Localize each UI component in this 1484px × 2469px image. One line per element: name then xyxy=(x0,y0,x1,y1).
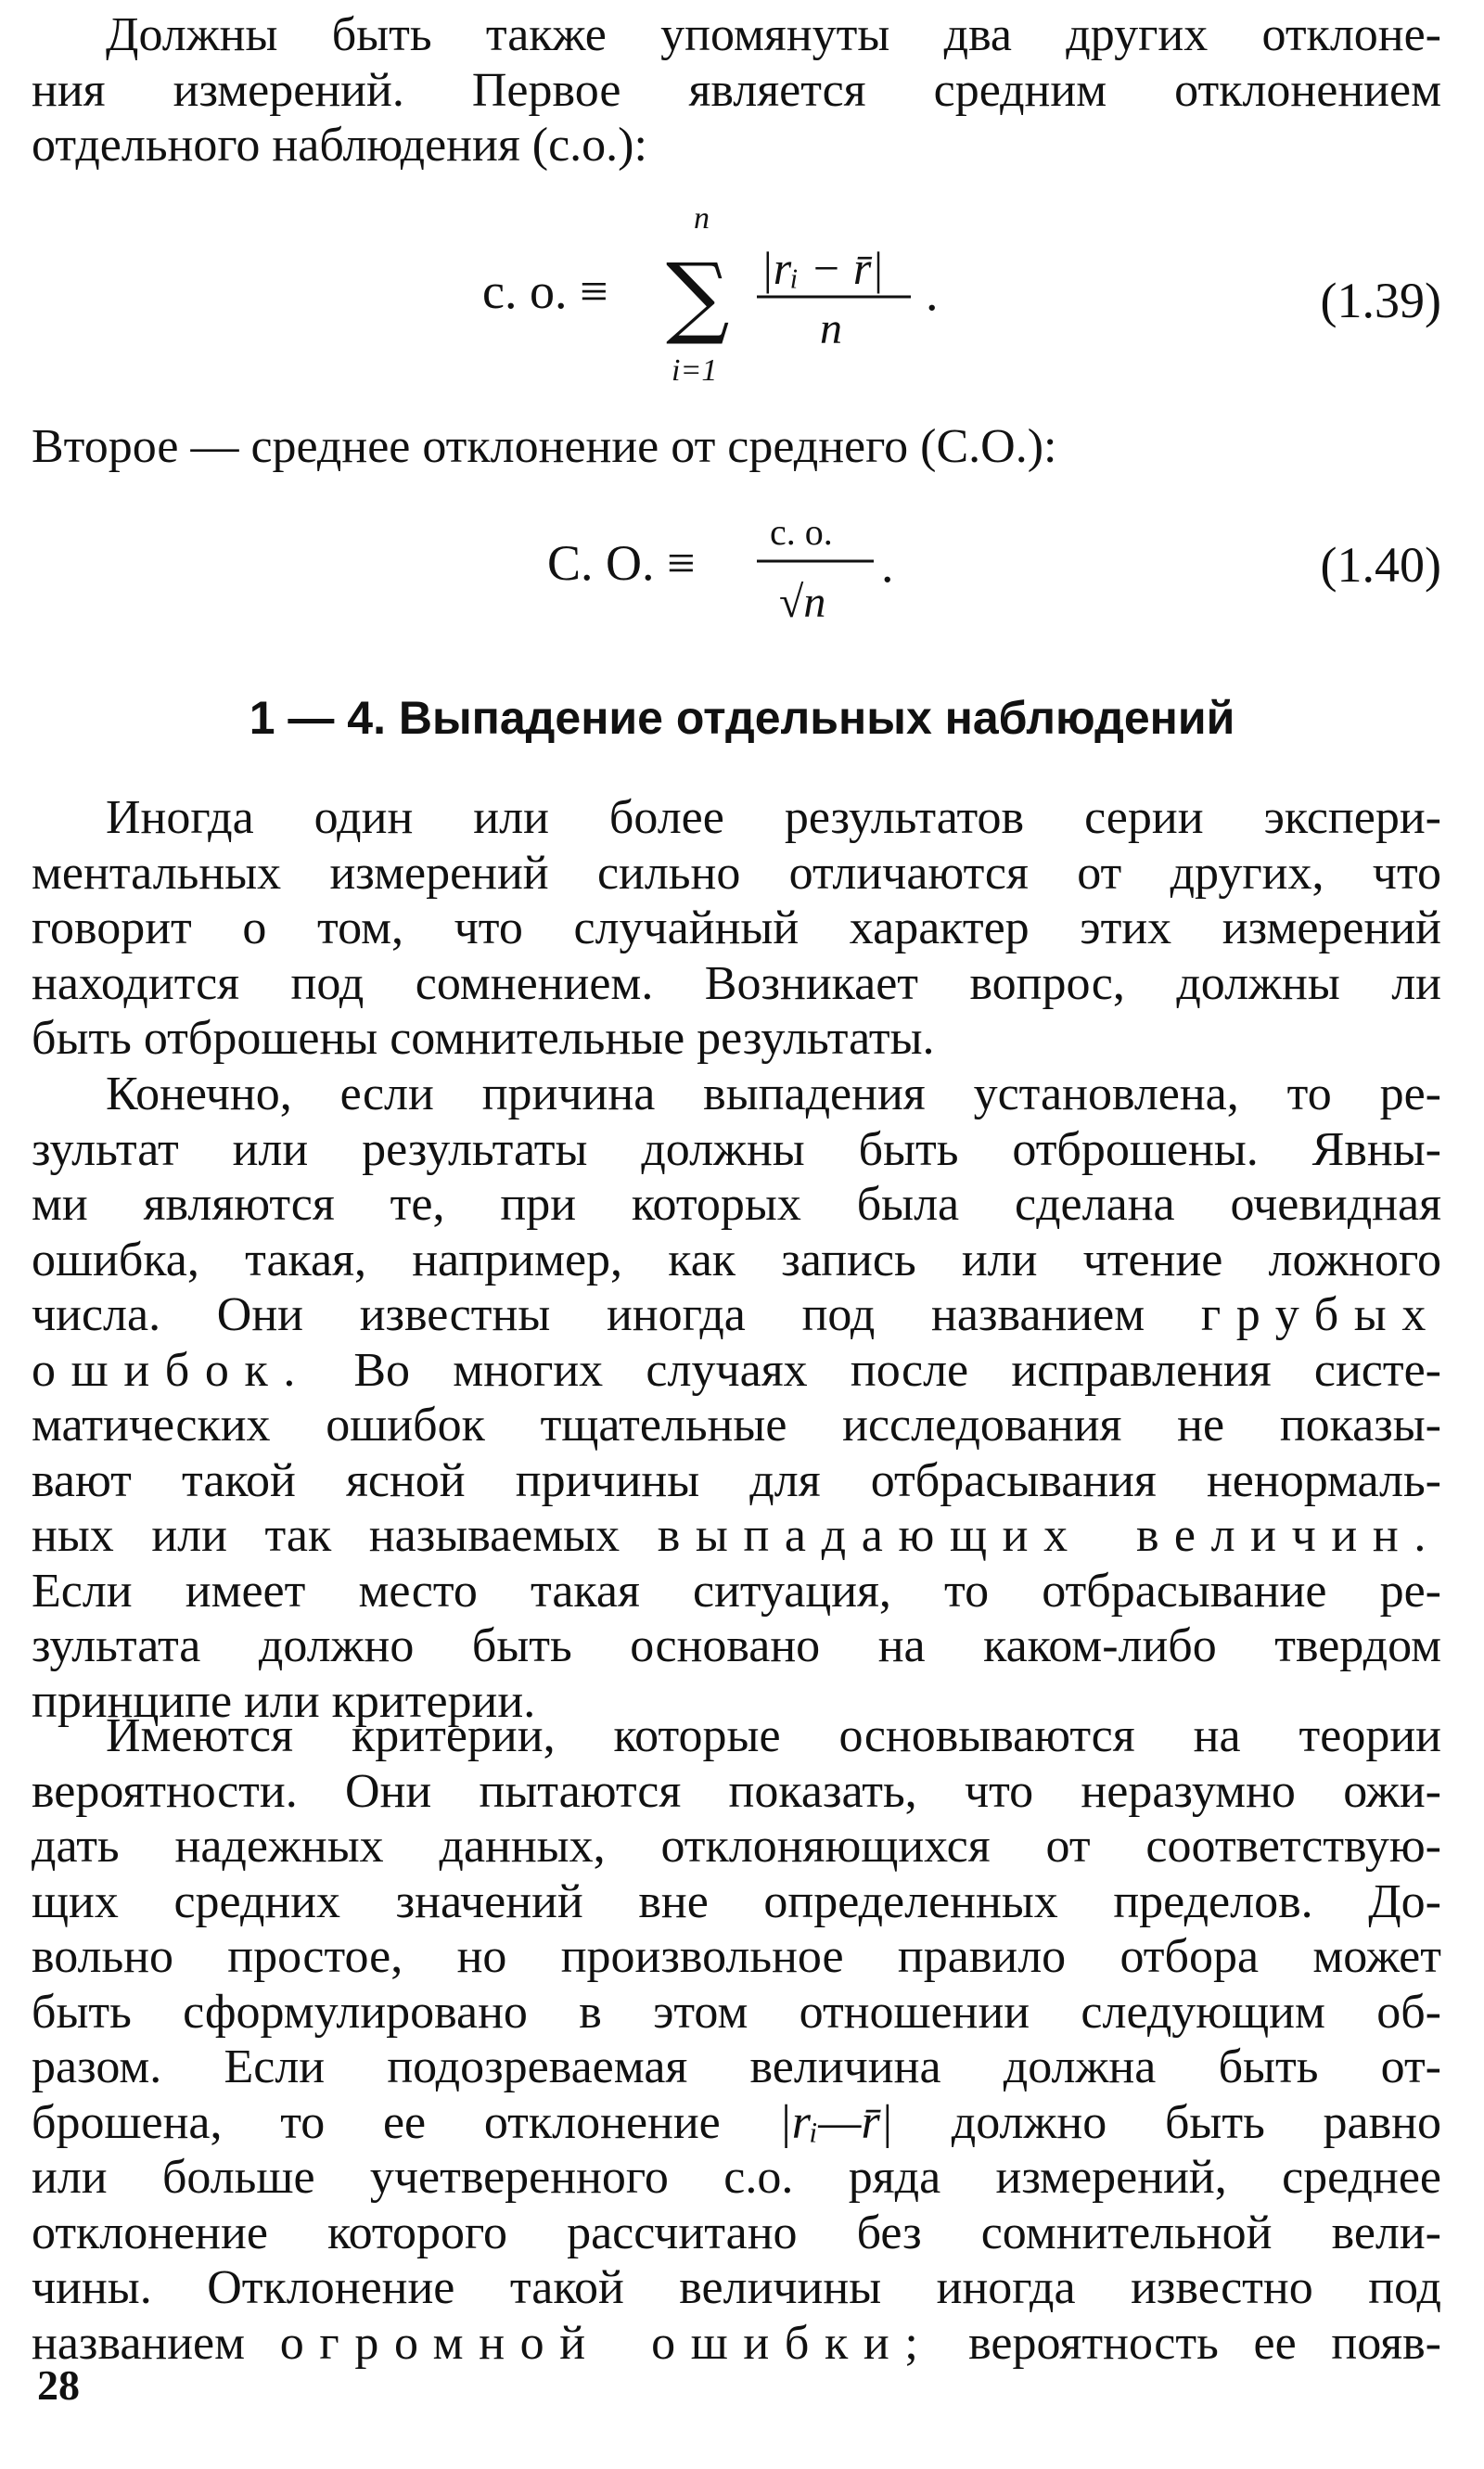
text-line: принципе или критерии. xyxy=(32,1674,536,1728)
text-line: Если имеет место такая ситуация, то отбрасывание ре- xyxy=(32,1564,1441,1618)
text-line xyxy=(32,1343,1441,1399)
text-line: или больше учетверенного с.о. ряда измерений, среднее xyxy=(32,2151,1441,2204)
equation-number: (1.40) xyxy=(1320,537,1441,593)
text-line: вольно простое, но произвольное правило отбора может xyxy=(32,1930,1441,1983)
text-fragment: брошена, то ее отклонение xyxy=(32,2095,721,2149)
text-line: отклонение которого рассчитано без сомнительной вели- xyxy=(32,2206,1441,2259)
text-line: зультат или результаты должны быть отброшены. Явны- xyxy=(32,1122,1441,1176)
eq139-lhs: с. о. ≡ xyxy=(482,263,608,319)
spaced-term: огромной ошибки; xyxy=(279,2316,934,2370)
spaced-term: ошибок. xyxy=(32,1343,312,1397)
text-line: разом. Если подозреваемая величина должна быть от- xyxy=(32,2040,1441,2093)
text-line: отдельного наблюдения (с.о.): xyxy=(32,119,647,172)
paragraph-criteria xyxy=(32,1708,1441,2371)
paragraph-outliers-intro xyxy=(32,790,1441,1067)
eq139-denominator: n xyxy=(820,304,842,353)
text-line: ментальных измерений сильно отличаются от других, что xyxy=(32,846,1441,900)
text-line: щих средних значений вне определенных пределов. До- xyxy=(32,1874,1441,1928)
text-line: ошибка, такая, например, как запись или чтение ложного xyxy=(32,1233,1441,1286)
text-line xyxy=(32,1508,1441,1564)
text-line: ми являются те, при которых была сделана очевидная xyxy=(32,1178,1441,1231)
text-line: Имеются критерии, которые основываются на теории xyxy=(106,1709,1441,1762)
text-line: Иногда один или более результатов серии экспери- xyxy=(106,791,1441,844)
paragraph-intro xyxy=(32,7,1441,173)
text-line xyxy=(32,2095,1441,2151)
eq140-denominator: √n xyxy=(779,578,826,627)
eq139-numerator: |rᵢ − r̄| xyxy=(761,242,885,294)
equation-1-39-svg xyxy=(482,204,1002,408)
text-line: говорит о том, что случайный характер этих измерений xyxy=(32,902,1441,954)
page-number: 28 xyxy=(37,2361,80,2409)
spaced-term: грубых xyxy=(1200,1288,1442,1341)
sigma-icon: ∑ xyxy=(666,244,730,348)
eq140-numerator: с. о. xyxy=(770,511,833,553)
text-line: зультата должно быть основано на каком-либо твердом xyxy=(32,1619,1441,1672)
text-line: Второе — среднее отклонение от среднего (С.О.): xyxy=(32,420,1057,473)
text-line: Конечно, если причина выпадения установлена, то ре- xyxy=(106,1068,1441,1120)
paragraph-second-deviation xyxy=(32,419,1441,475)
text-line: ния измерений. Первое является средним отклонением xyxy=(32,63,1441,117)
text-line xyxy=(32,2316,1441,2372)
text-fragment: вероятность ее появ- xyxy=(968,2316,1441,2370)
spaced-term: выпадающих величин. xyxy=(657,1509,1441,1562)
text-line: матических ошибок тщательные исследования не показы- xyxy=(32,1399,1441,1452)
inline-formula: |rᵢ—r̄| xyxy=(778,2095,894,2149)
text-line: вероятности. Они пытаются показать, что неразумно ожи- xyxy=(32,1764,1441,1818)
text-line: чины. Отклонение такой величины иногда известно под xyxy=(32,2261,1441,2314)
eq139-tail: . xyxy=(926,265,939,321)
text-fragment: должно быть равно xyxy=(951,2095,1441,2149)
text-line: находится под сомнением. Возникает вопрос, должны ли xyxy=(32,956,1441,1010)
text-fragment: Во многих случаях после исправления систе- xyxy=(353,1343,1442,1397)
section-heading: 1 — 4. Выпадение отдельных наблюдений xyxy=(249,692,1235,744)
eq139-sum-lower: i=1 xyxy=(672,353,718,388)
text-line: дать надежных данных, отклоняющихся от соответствую- xyxy=(32,1820,1441,1873)
eq140-lhs: С. О. ≡ xyxy=(547,535,696,591)
paragraph-gross-errors xyxy=(32,1067,1441,1729)
text-fragment: ных или так называемых xyxy=(32,1509,620,1562)
equation-number: (1.39) xyxy=(1320,273,1441,328)
text-line: вают такой ясной причины для отбрасывания ненормаль- xyxy=(32,1453,1441,1507)
text-line xyxy=(32,1287,1441,1343)
text-line: Должны быть также упомянуты два других отклоне- xyxy=(106,8,1441,61)
text-fragment: названием xyxy=(32,2316,246,2370)
text-fragment: числа. Они известны иногда под названием xyxy=(32,1288,1145,1341)
eq139-sum-upper: n xyxy=(694,204,710,236)
equation-1-40-svg xyxy=(547,505,937,645)
text-line: быть отброшены сомнительные результаты. xyxy=(32,1012,935,1065)
text-line: быть сформулировано в этом отношении следующим об- xyxy=(32,1985,1441,2039)
eq140-tail: . xyxy=(881,537,894,593)
